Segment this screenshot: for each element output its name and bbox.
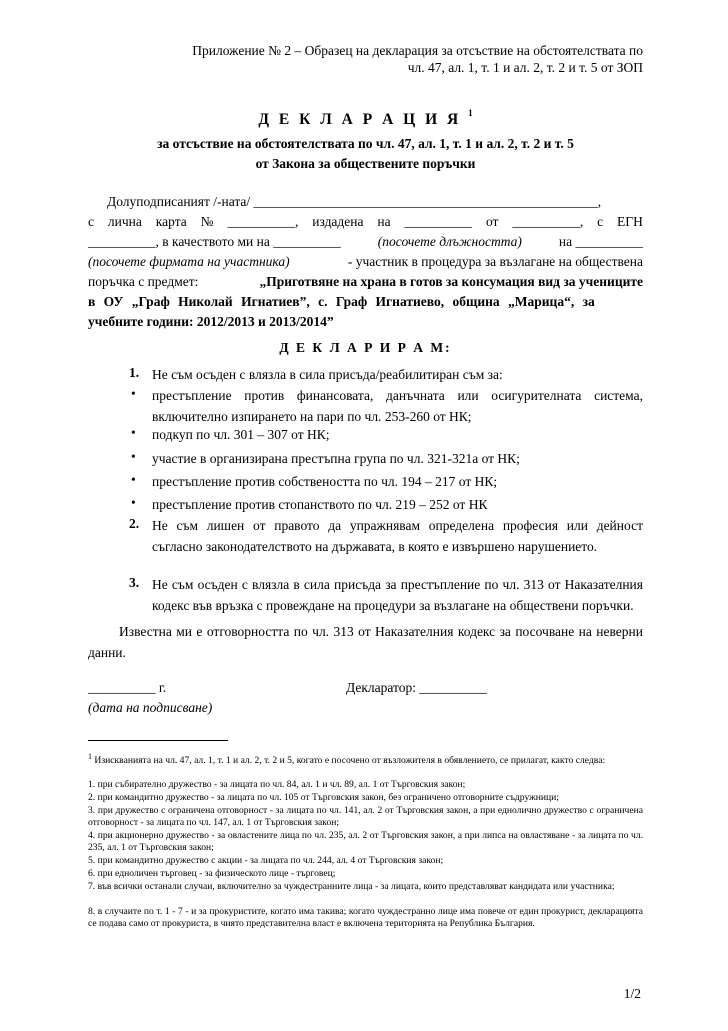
- footnote-item-5: 5. при командитно дружество с акции - за лицата по чл. 244, ал. 4 от Търговския закон;: [88, 855, 444, 866]
- word: с: [88, 214, 94, 229]
- word: от: [485, 214, 499, 229]
- bullet-text-2: подкуп по чл. 301 – 307 от НК;: [152, 427, 330, 442]
- bullet: •: [131, 495, 136, 510]
- bullet: •: [131, 472, 136, 487]
- bullet-text-3: участие в организирана престъпна група по чл. 321-321а от НК;: [152, 451, 520, 466]
- item-number-1: 1.: [129, 365, 140, 380]
- page-number: 1/2: [623, 986, 641, 1001]
- bullet: •: [131, 425, 136, 440]
- text: - участник в процедура за възлагане на обществена: [347, 254, 643, 269]
- declare-heading: Д Е К Л А Р И Р А М:: [279, 340, 452, 355]
- footnote-item-8: 8. в случаите по т. 1 - 7 - и за прокуристите, когато има такива; когато чуждестранно лице има повече от един прокурист, декларацията се подава само от прокуриста, в чиято представителна власт е включена територията на Република България.: [88, 906, 643, 930]
- footnote-divider: [88, 740, 228, 741]
- intro-line-4: [88, 254, 643, 270]
- intro-line-2: [88, 214, 643, 230]
- footnote-item-1: 1. при събирателно дружество - за лицата по чл. 84, ал. 1 и чл. 89, ал. 1 от Търговския закон;: [88, 779, 466, 790]
- footnote-intro: [88, 751, 643, 768]
- bullet-text-1: престъпление против финансовата, данъчната или осигурителната система, включително изпирането на пари по чл. 253-260 от НК;: [152, 388, 643, 424]
- header-line-1: Приложение № 2 – Образец на декларация за отсъствие на обстоятелствата по: [192, 43, 643, 58]
- word: с: [597, 214, 604, 229]
- subtitle-line-2: от Закона за обществените поръчки: [255, 156, 476, 171]
- word: __________,: [512, 214, 584, 229]
- intro-line-3: [88, 234, 643, 250]
- item-text-3: Не съм осъден с влязла в сила присъда за престъпление по чл. 313 от Наказателния кодекс във връзка с провеждане на процедури за възлагане на обществени поръчки.: [152, 577, 643, 613]
- item-number-2: 2.: [129, 516, 140, 531]
- word: карта: [155, 214, 187, 229]
- bullet-text-5: престъпление против стопанството по чл. 219 – 252 от НК: [152, 497, 488, 512]
- title-text: Д Е К Л А Р А Ц И Я: [258, 111, 462, 129]
- item-text-2: Не съм лишен от правото да упражнявам определена професия или дейност съгласно законодателството на държавата, в която е извършено нарушението.: [152, 518, 643, 554]
- document-title: [88, 110, 643, 129]
- header-line-2: чл. 47, ал. 1, т. 1 и ал. 2, т. 2 и т. 5 от ЗОП: [407, 60, 643, 75]
- footnote-item-4: 4. при акционерно дружество - за овластените лица по чл. 235, ал. 2 от Търговския закон, а при липса на овластяване - за лицата по чл. 235, ал. 1 от Търговския закон;: [88, 830, 643, 854]
- company-hint: (посочете фирмата на участника): [88, 254, 290, 269]
- word: __________,: [227, 214, 299, 229]
- date-label: (дата на подписване): [88, 700, 213, 715]
- footnote-intro-text: Изискванията на чл. 47, ал. 1, т. 1 и ал. 2, т. 2 и 5, когато е посочено от възложителя в обявлението, се прилагат, както следва:: [94, 755, 606, 767]
- text: поръчка с предмет:: [88, 274, 199, 289]
- word: ЕГН: [617, 214, 643, 229]
- item-number-3: 3.: [129, 575, 140, 590]
- date-line: __________ г.: [88, 680, 167, 695]
- intro-line-1: Долуподписаният /-ната/ ___________________________________________________,: [107, 194, 602, 209]
- text: на __________: [558, 234, 643, 249]
- subject-text: „Приготвяне на храна в готов за консумация вид за учениците: [259, 274, 643, 289]
- footnote-item-3: 3. при дружество с ограничена отговорност - за лицата по чл. 141, ал. 2 от Търговския закон, а при еднолично дружество с ограничена отговорност - за лицата по чл. 147, ал. 1 от Търговския закон;: [88, 805, 643, 829]
- footnote-item-7: 7. във всички останали случаи, включително за чуждестранните лица - за лицата, които представляват кандидата или участника;: [88, 881, 615, 892]
- document-subtitle: [88, 134, 643, 174]
- subtitle-line-1: за отсъствие на обстоятелствата по чл. 47, ал. 1, т. 1 и ал. 2, т. 2 и т. 5: [157, 136, 574, 151]
- item-text-1: Не съм осъден с влязла в сила присъда/реабилитиран съм за:: [152, 367, 503, 382]
- declarant-line: Декларатор: __________: [346, 680, 487, 695]
- footnote-item-6: 6. при едноличен търговец - за физическото лице - търговец;: [88, 868, 336, 879]
- closing-paragraph: Известна ми е отговорността по чл. 313 от Наказателния кодекс за посочване на неверни данни.: [88, 624, 643, 660]
- intro-line-6: в ОУ „Граф Николай Игнатиев”, с. Граф Игнатиево, община „Марица“, за: [88, 294, 595, 309]
- word: на: [377, 214, 391, 229]
- bullet: •: [131, 386, 136, 401]
- bullet: •: [131, 449, 136, 464]
- position-hint: (посочете длъжността): [377, 234, 522, 249]
- word: №: [200, 214, 214, 229]
- footnote-number: 1: [88, 752, 92, 761]
- text: __________, в качеството ми на __________: [88, 234, 341, 249]
- footnote-item-2: 2. при командитно дружество - за лицата по чл. 105 от Търговския закон, без ограничено отговорните съдружници;: [88, 792, 559, 803]
- intro-line-5: [88, 274, 643, 290]
- bullet-text-4: престъпление против собствеността по чл. 194 – 217 от НК;: [152, 474, 498, 489]
- intro-line-7: учебните години: 2012/2013 и 2013/2014”: [88, 314, 334, 329]
- word: __________: [404, 214, 473, 229]
- footnote-mark: 1: [468, 108, 473, 118]
- word: издадена: [312, 214, 364, 229]
- word: лична: [107, 214, 142, 229]
